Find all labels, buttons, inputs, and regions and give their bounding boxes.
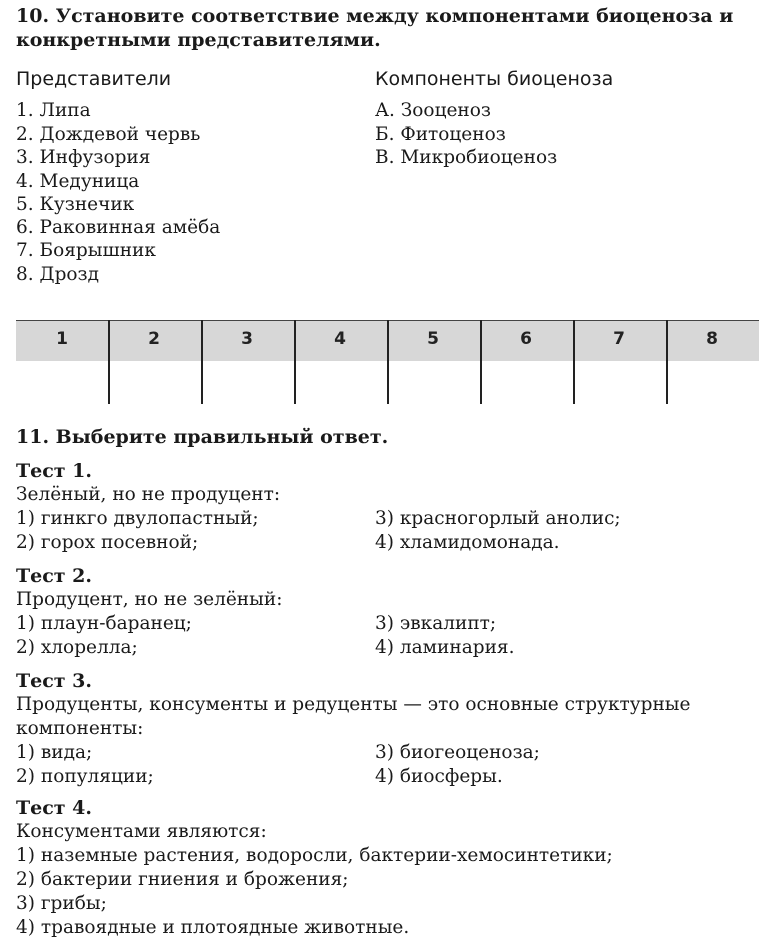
test-1-option: 4) хламидомонада. (375, 532, 560, 553)
table-divider (480, 320, 482, 404)
test-3-option: 3) биогеоценоза; (375, 742, 540, 763)
table-divider (294, 320, 296, 404)
component-item: В. Микробиоценоз (375, 147, 558, 168)
answer-column-number: 1 (56, 329, 68, 349)
table-divider (387, 320, 389, 404)
test-4-option: 4) травоядные и плотоядные животные. (16, 917, 410, 938)
test-1-option: 1) гинкго двулопастный; (16, 508, 259, 529)
answer-column-number: 2 (148, 329, 160, 349)
test-3-question: компоненты: (16, 718, 144, 739)
test-2-option: 1) плаун-баранец; (16, 613, 192, 634)
representative-item: 4. Медуница (16, 171, 140, 192)
answer-column-number: 4 (334, 329, 346, 349)
answer-column-number: 5 (427, 329, 439, 349)
test-3-option: 2) популяции; (16, 766, 154, 787)
table-divider (108, 320, 110, 404)
test-4-question: Консументами являются: (16, 821, 267, 842)
representative-item: 6. Раковинная амёба (16, 217, 221, 238)
question-10-title-line2: конкретными представителями. (16, 29, 381, 51)
representative-item: 7. Боярышник (16, 240, 156, 261)
table-divider (666, 320, 668, 404)
representative-item: 8. Дрозд (16, 264, 100, 285)
test-2-option: 3) эвкалипт; (375, 613, 497, 634)
answer-column-number: 6 (520, 329, 532, 349)
question-10-title-line1: 10. Установите соответствие между компонентами биоценоза и (16, 5, 734, 27)
test-2-label: Тест 2. (16, 565, 93, 587)
test-3-option: 1) вида; (16, 742, 93, 763)
test-2-option: 4) ламинария. (375, 637, 515, 658)
table-divider (573, 320, 575, 404)
representative-item: 3. Инфузория (16, 147, 151, 168)
component-item: Б. Фитоценоз (375, 124, 506, 145)
test-1-question: Зелёный, но не продуцент: (16, 484, 281, 505)
test-3-option: 4) биосферы. (375, 766, 503, 787)
test-3-label: Тест 3. (16, 670, 93, 692)
test-1-option: 3) красногорлый анолис; (375, 508, 621, 529)
answer-table (16, 320, 759, 404)
test-2-option: 2) хлорелла; (16, 637, 138, 658)
answer-column-number: 8 (706, 329, 718, 349)
components-header: Компоненты биоценоза (375, 68, 614, 90)
test-3-question: Продуценты, консументы и редуценты — это основные структурные (16, 694, 691, 715)
question-11-title: 11. Выберите правильный ответ. (16, 426, 389, 448)
test-4-option: 1) наземные растения, водоросли, бактерии-хемосинтетики; (16, 845, 613, 866)
representatives-header: Представители (16, 68, 172, 90)
representative-item: 2. Дождевой червь (16, 124, 201, 145)
table-divider (201, 320, 203, 404)
test-1-option: 2) горох посевной; (16, 532, 199, 553)
test-4-label: Тест 4. (16, 797, 93, 819)
test-2-question: Продуцент, но не зелёный: (16, 589, 283, 610)
question-10-title (16, 4, 760, 52)
answer-column-number: 3 (241, 329, 253, 349)
test-1-label: Тест 1. (16, 460, 93, 482)
representative-item: 5. Кузнечик (16, 194, 135, 215)
component-item: А. Зооценоз (375, 100, 491, 121)
representative-item: 1. Липа (16, 100, 91, 121)
test-4-option: 2) бактерии гниения и брожения; (16, 869, 349, 890)
test-4-option: 3) грибы; (16, 893, 107, 914)
answer-column-number: 7 (613, 329, 625, 349)
